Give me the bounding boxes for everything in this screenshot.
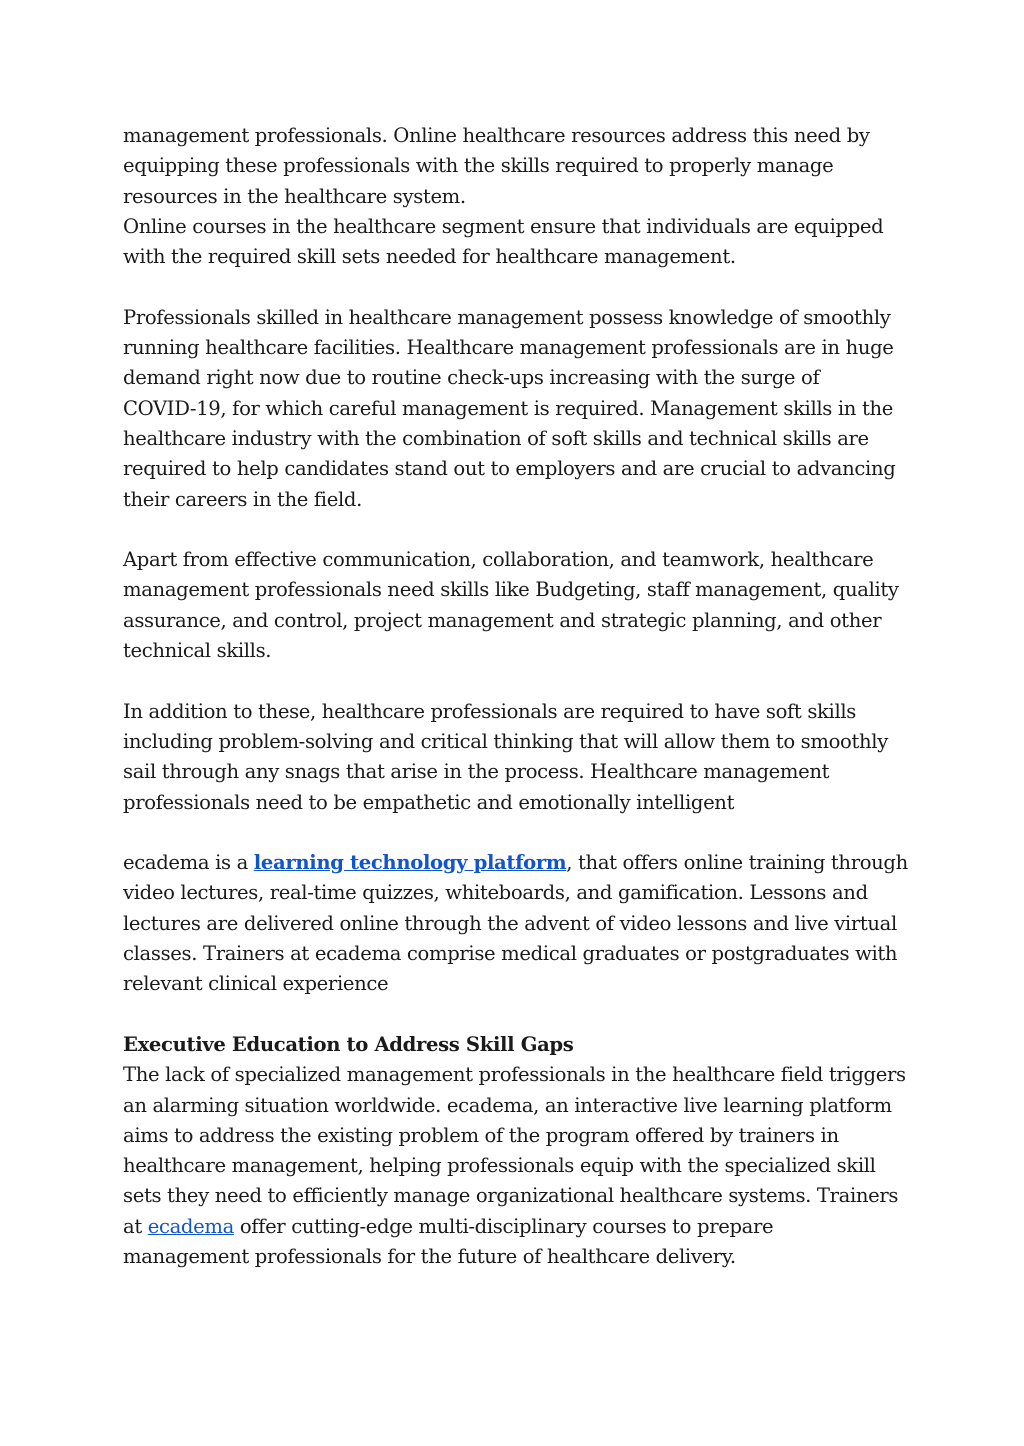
text-line: The lack of specialized management professionals in the healthcare field triggers xyxy=(123,1063,906,1087)
text-line: required to help candidates stand out to employers and are crucial to advancing xyxy=(123,457,896,481)
text-line: healthcare management, helping professionals equip with the specialized skill xyxy=(123,1154,876,1178)
paragraph-skills xyxy=(123,303,913,515)
text-line: Apart from effective communication, collaboration, and teamwork, healthcare xyxy=(123,548,874,572)
text-line: management professionals. Online healthcare resources address this need by xyxy=(123,124,870,147)
text-segment: , that offers online training through xyxy=(566,851,908,875)
text-line: sail through any snags that arise in the process. Healthcare management xyxy=(123,760,830,784)
paragraph-gap xyxy=(123,272,913,302)
text-line: sets they need to efficiently manage organizational healthcare systems. Trainers xyxy=(123,1184,899,1208)
ecadema-link[interactable]: ecadema xyxy=(147,1214,234,1238)
text-line xyxy=(123,848,913,878)
paragraph-gap xyxy=(123,666,913,696)
text-line: classes. Trainers at ecadema comprise medical graduates or postgraduates with xyxy=(123,942,898,966)
section-executive-education xyxy=(123,1030,913,1272)
paragraph-gap xyxy=(123,515,913,545)
text-line: management professionals for the future of healthcare delivery. xyxy=(123,1244,736,1268)
paragraph-communication xyxy=(123,545,913,666)
text-line: their careers in the field. xyxy=(123,487,362,511)
paragraph-ecadema xyxy=(123,848,913,999)
section-heading: Executive Education to Address Skill Gaps xyxy=(123,1032,574,1056)
text-line xyxy=(123,1212,913,1242)
text-line: lectures are delivered online through the advent of video lessons and live virtual xyxy=(123,911,897,935)
text-line: running healthcare facilities. Healthcare management professionals are in huge xyxy=(123,336,894,360)
text-segment: ecadema is a xyxy=(123,851,254,875)
text-line: Professionals skilled in healthcare management possess knowledge of smoothly xyxy=(123,305,891,329)
text-segment: at xyxy=(123,1214,148,1238)
text-line: professionals need to be empathetic and emotionally intelligent xyxy=(123,790,735,814)
text-line: demand right now due to routine check-ups increasing with the surge of xyxy=(123,366,820,390)
paragraph-gap xyxy=(123,818,913,848)
text-line: technical skills. xyxy=(123,639,272,663)
text-line: healthcare industry with the combination of soft skills and technical skills are xyxy=(123,426,869,450)
paragraph-intro xyxy=(123,121,913,272)
document-page xyxy=(123,121,913,1272)
text-line: video lectures, real-time quizzes, whiteboards, and gamification. Lessons and xyxy=(123,881,868,905)
paragraph-soft-skills xyxy=(123,697,913,818)
text-line: an alarming situation worldwide. ecadema, an interactive live learning platform xyxy=(123,1093,892,1117)
text-line: In addition to these, healthcare professionals are required to have soft skills xyxy=(123,699,857,723)
text-line: including problem-solving and critical thinking that will allow them to smoothly xyxy=(123,729,888,753)
text-line: COVID-19, for which careful management is required. Management skills in the xyxy=(123,396,893,420)
text-line: with the required skill sets needed for healthcare management. xyxy=(123,245,736,269)
text-line: assurance, and control, project management and strategic planning, and other xyxy=(123,608,882,632)
text-line: resources in the healthcare system. xyxy=(123,184,466,208)
text-segment: offer cutting-edge multi-disciplinary courses to prepare xyxy=(233,1214,774,1238)
paragraph-gap xyxy=(123,1000,913,1030)
text-line: management professionals need skills like Budgeting, staff management, quality xyxy=(123,578,899,602)
text-line: Online courses in the healthcare segment ensure that individuals are equipped xyxy=(123,214,884,238)
text-line: equipping these professionals with the skills required to properly manage xyxy=(123,154,834,178)
text-line: aims to address the existing problem of the program offered by trainers in xyxy=(123,1123,839,1147)
text-line: relevant clinical experience xyxy=(123,972,389,996)
learning-technology-platform-link[interactable]: learning technology platform xyxy=(253,851,567,875)
